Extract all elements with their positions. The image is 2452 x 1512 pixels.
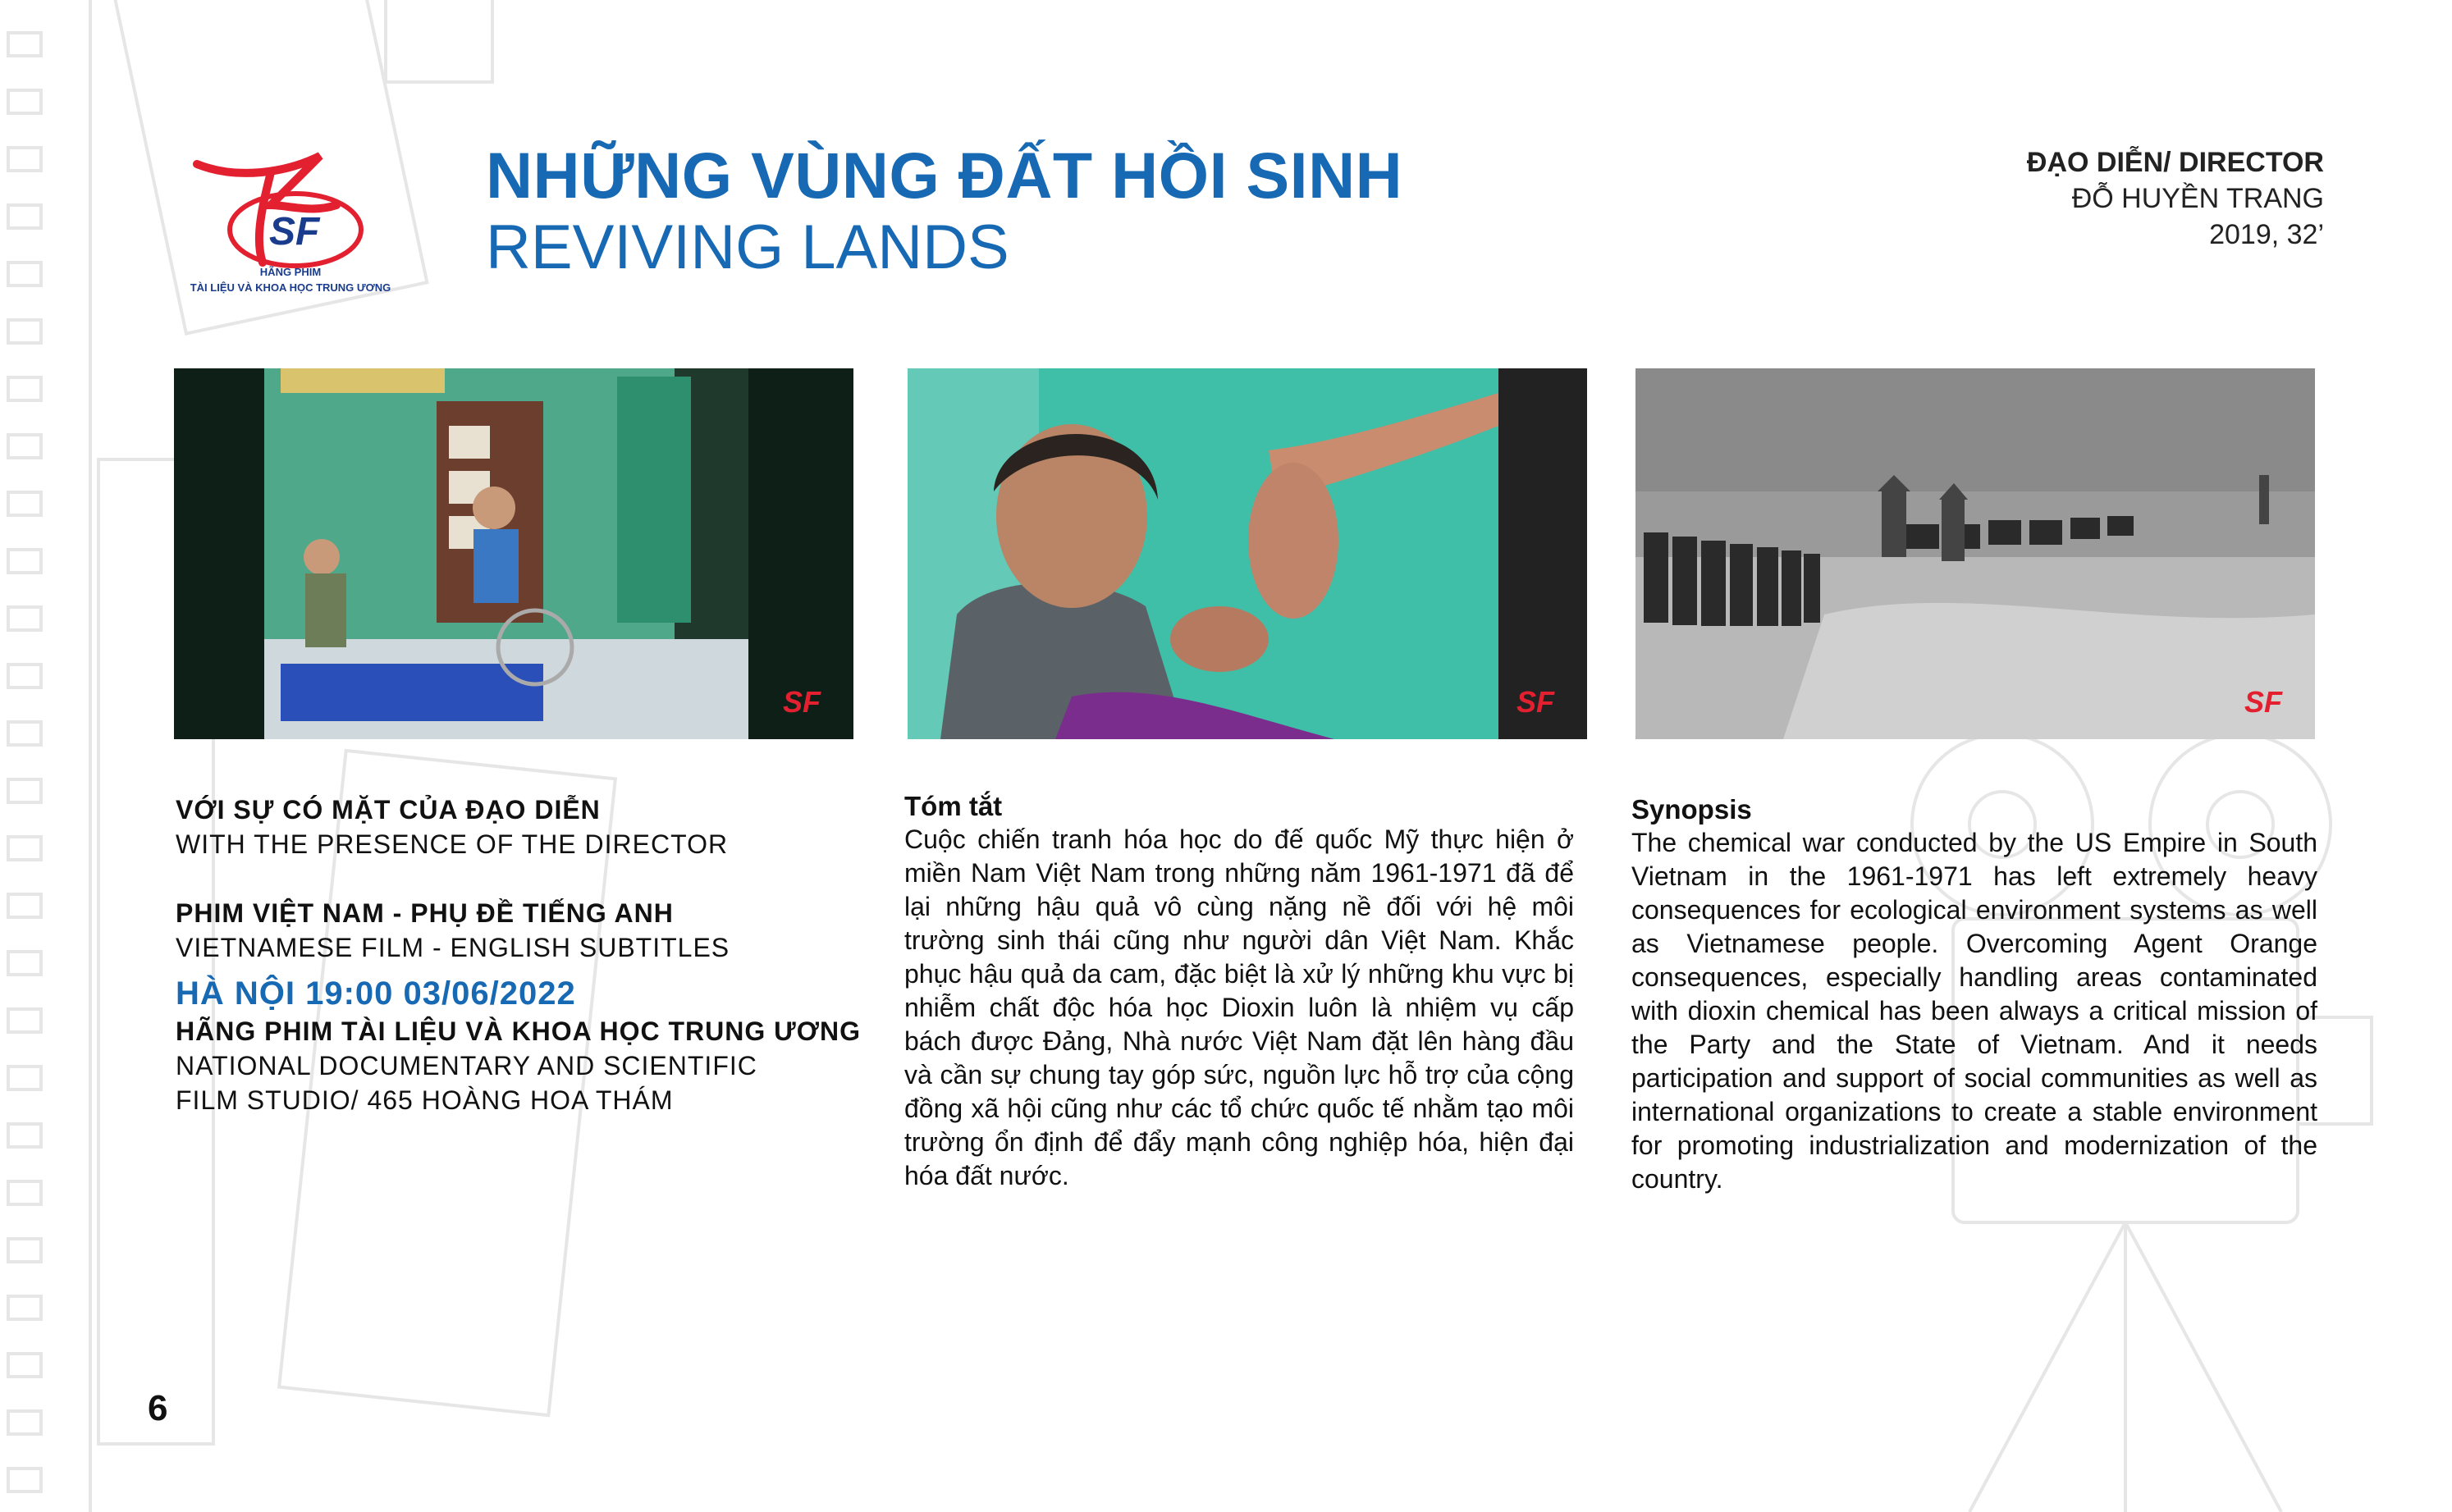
film-title-vietnamese: NHỮNG VÙNG ĐẤT HỒI SINH xyxy=(486,139,1403,212)
venue-en-line1: NATIONAL DOCUMENTARY AND SCIENTIFIC xyxy=(176,1051,757,1080)
synopsis-vietnamese xyxy=(904,789,1574,1193)
synopsis-en-heading: Synopsis xyxy=(1631,794,1752,825)
venue-vn: HÃNG PHIM TÀI LIỆU VÀ KHOA HỌC TRUNG ƯƠNG xyxy=(176,1016,861,1046)
year-runtime: 2019, 32’ xyxy=(2209,219,2324,250)
barrels-image xyxy=(1635,368,2315,739)
svg-text:SF: SF xyxy=(269,210,320,254)
film-still-portrait xyxy=(908,368,1587,739)
film-language-en: VIETNAMESE FILM - ENGLISH SUBTITLES xyxy=(176,933,730,962)
synopsis-vn-text: Cuộc chiến tranh hóa học do đế quốc Mỹ thực hiện ở miền Nam Việt Nam trong những năm 1961-1971 đã để lại những hậu quả vô cùng nặng nề đối với hệ môi trường sinh thái cũng như người dân Việt Nam. Khắc phục hậu quả da cam, đặc biệt là xử lý những khu vực bị nhiễm chất độc hóa học Dioxin luôn là nhiệm vụ cấp bách được Đảng, Nhà nước Việt Nam đặt lên hàng đầu và cần sự chung tay góp sức, nguồn lực hỗ trợ của cộng đồng xã hội cũng như các tổ chức quốc tế nhằm tạo môi trường ổn định để đẩy mạnh công nghiệp hóa, hiện đại hóa đất nước. xyxy=(904,825,1574,1190)
presence-vn: VỚI SỰ CÓ MẶT CỦA ĐẠO DIỄN xyxy=(176,795,601,825)
logo-subtitle-line1: HÃNG PHIM xyxy=(259,266,322,278)
film-still-barrels xyxy=(1635,368,2315,739)
director-label: ĐẠO DIỄN/ DIRECTOR xyxy=(2026,147,2324,178)
director-name: ĐỖ HUYỀN TRANG xyxy=(2071,183,2324,214)
synopsis-english xyxy=(1631,793,2317,1196)
photo-watermark: SF xyxy=(1516,685,1554,719)
director-block xyxy=(2027,144,2324,253)
room-scene-image xyxy=(174,368,853,739)
logo-subtitle-line2: TÀI LIỆU VÀ KHOA HỌC TRUNG ƯƠNG xyxy=(190,281,391,294)
photo-watermark: SF xyxy=(782,685,821,719)
portrait-image xyxy=(908,368,1587,739)
screening-time: HÀ NỘI 19:00 03/06/2022 xyxy=(176,975,576,1012)
screening-info xyxy=(176,793,898,1117)
page-number: 6 xyxy=(148,1388,168,1428)
synopsis-vn-heading: Tóm tắt xyxy=(904,791,1003,821)
photo-watermark: SF xyxy=(2244,685,2282,719)
venue-en-line2: FILM STUDIO/ 465 HOÀNG HOA THÁM xyxy=(176,1085,674,1115)
film-language-vn: PHIM VIỆT NAM - PHỤ ĐỀ TIẾNG ANH xyxy=(176,898,674,928)
logo-subtitle xyxy=(176,264,405,295)
presence-en: WITH THE PRESENCE OF THE DIRECTOR xyxy=(176,829,729,859)
film-still-room xyxy=(174,368,853,739)
film-title-english: REVIVING LANDS xyxy=(486,212,1009,282)
synopsis-en-text: The chemical war conducted by the US Empire in South Vietnam in the 1961-1971 has left extremely heavy consequences for ecological environment systems as well as Vietnamese people. Overcoming Agent Orange consequences, especially handling areas contaminated with dioxin chemical has been always a critical mission of the Party and the State of Vietnam. And it needs participation and support of social communities as well as international organizations to create a stable environment for promoting industrialization and modernization of the country. xyxy=(1631,828,2317,1194)
